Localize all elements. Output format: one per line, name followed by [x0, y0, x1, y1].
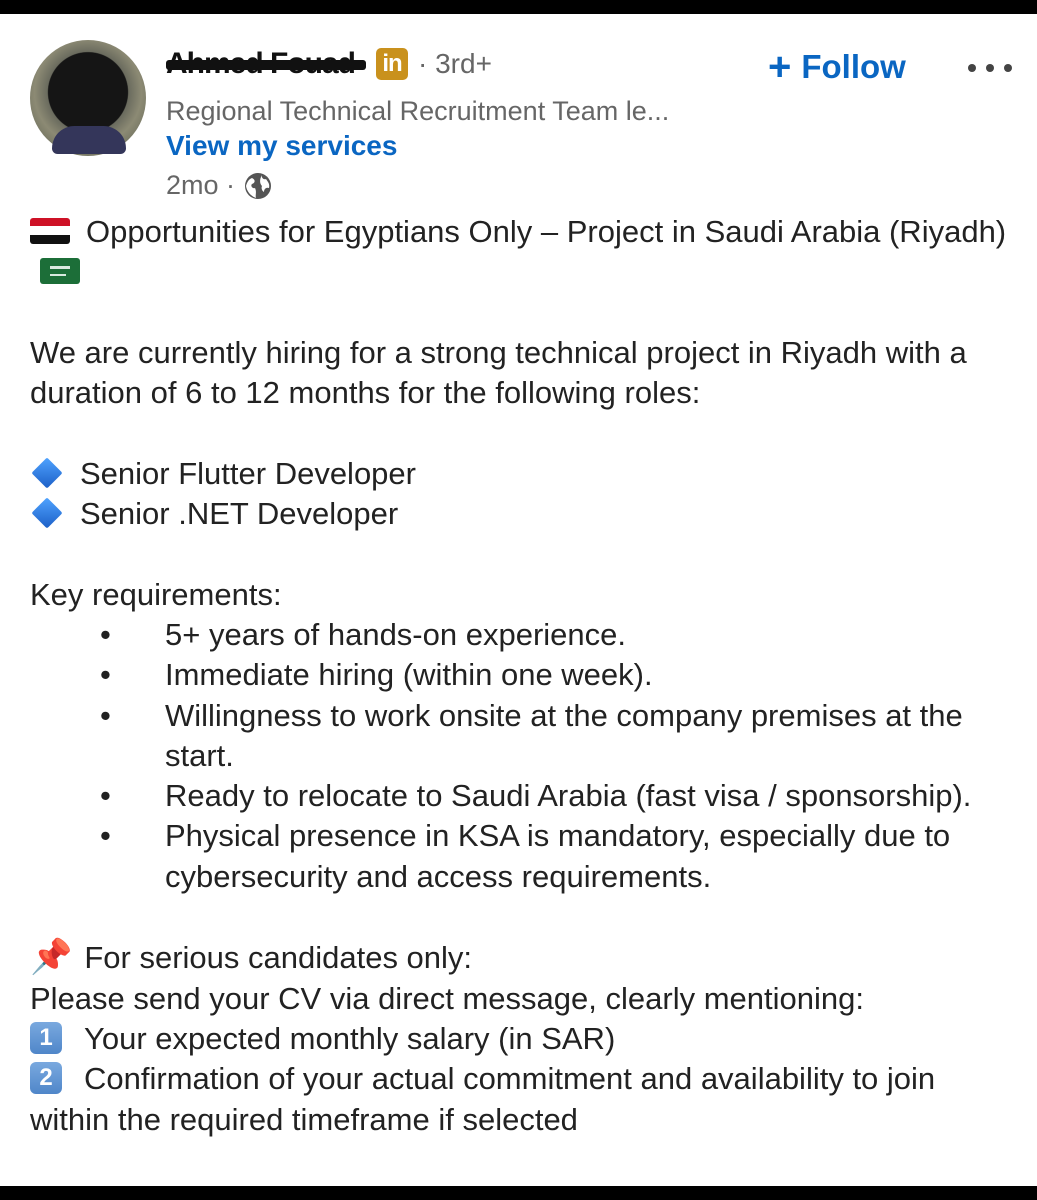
more-dot-icon	[986, 64, 994, 72]
role-item	[30, 494, 1020, 534]
requirement-item	[30, 816, 1020, 897]
requirement-item	[30, 615, 1020, 655]
pushpin-icon: 📌	[30, 938, 73, 977]
post-title-text: Opportunities for Egyptians Only – Project in Saudi Arabia (Riyadh)	[86, 214, 1007, 249]
role-item	[30, 454, 1020, 494]
post-card	[0, 14, 1037, 1186]
keycap-one-icon: 1	[30, 1022, 62, 1054]
requirement-text: Ready to relocate to Saudi Arabia (fast visa / sponsorship).	[165, 778, 972, 814]
requirement-item	[30, 696, 1020, 777]
role-text: Senior Flutter Developer	[80, 455, 416, 491]
post-meta	[166, 170, 273, 201]
post-body	[30, 212, 1020, 1140]
author-headline: Regional Technical Recruitment Team le...	[166, 96, 670, 126]
serious-text: For serious candidates only:	[84, 940, 473, 976]
redaction-scribble	[166, 60, 366, 70]
bullet: •	[100, 697, 111, 733]
bullet: •	[100, 818, 111, 854]
requirements-heading: Key requirements:	[30, 576, 282, 612]
bullet: •	[100, 657, 111, 693]
serious-candidates-line	[30, 937, 1020, 978]
globe-icon	[243, 171, 273, 201]
post-title	[30, 212, 1020, 293]
egypt-flag-icon	[30, 218, 70, 244]
connection-degree: · 3rd+	[418, 48, 492, 79]
linkedin-premium-icon: in	[376, 48, 408, 80]
saudi-flag-icon	[40, 258, 80, 284]
blue-diamond-icon	[31, 457, 62, 488]
requirement-item	[30, 655, 1020, 695]
requirement-text: Willingness to work onsite at the company premises at the start.	[165, 697, 963, 773]
numbered-text: Confirmation of your actual commitment and availability to join within the required timeframe if selected	[30, 1061, 936, 1137]
numbered-text: Your expected monthly salary (in SAR)	[84, 1020, 616, 1056]
author-name-row	[166, 38, 492, 90]
requirement-text: Physical presence in KSA is mandatory, especially due to cybersecurity and access requirements.	[165, 818, 951, 894]
requirement-text: Immediate hiring (within one week).	[165, 657, 653, 693]
view-services-link[interactable]: View my services	[166, 130, 398, 161]
more-dot-icon	[1004, 64, 1012, 72]
more-options-button[interactable]	[968, 50, 1012, 86]
follow-button[interactable]	[768, 44, 906, 90]
post-intro: We are currently hiring for a strong technical project in Riyadh with a duration of 6 to 12 months for the following roles:	[30, 334, 967, 411]
requirement-item	[30, 776, 1020, 816]
more-dot-icon	[968, 64, 976, 72]
bullet: •	[100, 778, 111, 814]
post-time: 2mo ·	[166, 170, 236, 200]
author-avatar[interactable]	[30, 40, 146, 156]
author-name-redacted[interactable]	[166, 49, 366, 79]
follow-label: Follow	[801, 48, 906, 85]
send-cv-line: Please send your CV via direct message, clearly mentioning:	[30, 980, 864, 1016]
avatar-silhouette	[52, 126, 126, 154]
numbered-item	[30, 1059, 1020, 1140]
keycap-two-icon: 2	[30, 1062, 62, 1094]
numbered-item	[30, 1019, 1020, 1059]
role-text: Senior .NET Developer	[80, 496, 399, 532]
bullet: •	[100, 616, 111, 652]
plus-icon: +	[768, 45, 792, 89]
blue-diamond-icon	[31, 497, 62, 528]
requirement-text: 5+ years of hands-on experience.	[165, 616, 626, 652]
